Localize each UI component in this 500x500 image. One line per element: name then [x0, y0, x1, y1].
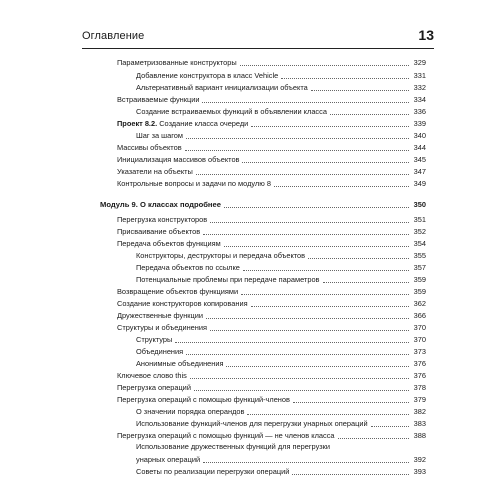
toc-entry[interactable]: Возвращение объектов функциями 359	[117, 287, 426, 296]
toc-entry[interactable]: Структуры 370	[136, 335, 426, 344]
project-number: Проект 8.2.	[117, 119, 158, 128]
toc-entry[interactable]: Перегрузка операций с помощью функций — не членов класса 388	[117, 431, 426, 440]
toc-entry[interactable]: унарных операций 392	[136, 455, 426, 464]
toc-entry-project[interactable]: Проект 8.2. Создание класса очереди 339	[117, 119, 426, 128]
toc-entry[interactable]: Шаг за шагом 340	[136, 131, 426, 140]
toc-entry[interactable]: Структуры и объединения 370	[117, 323, 426, 332]
toc-entry[interactable]: Перегрузка конструкторов 351	[117, 215, 426, 224]
toc-entry[interactable]: Передача объектов по ссылке 357	[136, 263, 426, 272]
toc-entry[interactable]: Встраиваемые функции 334	[117, 95, 426, 104]
toc-entry[interactable]: Присваивание объектов 352	[117, 227, 426, 236]
toc-entry[interactable]: Указатели на объекты 347	[117, 167, 426, 176]
toc-entry[interactable]: Параметризованные конструкторы 329	[117, 58, 426, 67]
toc-entry[interactable]: Добавление конструктора в класс Vehicle 331	[136, 71, 426, 80]
page-number: 13	[418, 27, 434, 43]
toc-entry[interactable]: О значении порядка операндов 382	[136, 407, 426, 416]
toc-entry[interactable]: Контрольные вопросы и задачи по модулю 8 349	[117, 179, 426, 188]
toc-entry[interactable]: Ключевое слово this 376	[117, 371, 426, 380]
toc-entry[interactable]: Передача объектов функциям 354	[117, 239, 426, 248]
toc-entry[interactable]: Перегрузка операций 378	[117, 383, 426, 392]
toc-entry-line1: Использование дружественных функций для перегрузки	[136, 442, 331, 451]
toc-entry[interactable]: Инициализация массивов объектов 345	[117, 155, 426, 164]
toc-entry[interactable]: Потенциальные проблемы при передаче параметров 359	[136, 275, 426, 284]
toc-entry[interactable]: Анонимные объединения 376	[136, 359, 426, 368]
toc-entry[interactable]: Создание конструкторов копирования 362	[117, 299, 426, 308]
toc-module-heading[interactable]: Модуль 9. О классах подробнее 350	[100, 200, 426, 209]
toc-entry[interactable]: Массивы объектов 344	[117, 143, 426, 152]
toc-entry[interactable]: Объединения 373	[136, 347, 426, 356]
toc-entry[interactable]: Дружественные функции 366	[117, 311, 426, 320]
toc-entry[interactable]: Советы по реализации перегрузки операций 393	[136, 467, 426, 476]
toc-entry[interactable]: Использование функций-членов для перегрузки унарных операций 383	[136, 419, 426, 428]
toc-entry[interactable]: Создание встраиваемых функций в объявлении класса 336	[136, 107, 426, 116]
toc-entry[interactable]: Перегрузка операций с помощью функций-членов 379	[117, 395, 426, 404]
toc-entry[interactable]: Конструкторы, деструкторы и передача объектов 355	[136, 251, 426, 260]
running-title: Оглавление	[82, 30, 145, 42]
toc-entry[interactable]: Альтернативный вариант инициализации объекта 332	[136, 83, 426, 92]
